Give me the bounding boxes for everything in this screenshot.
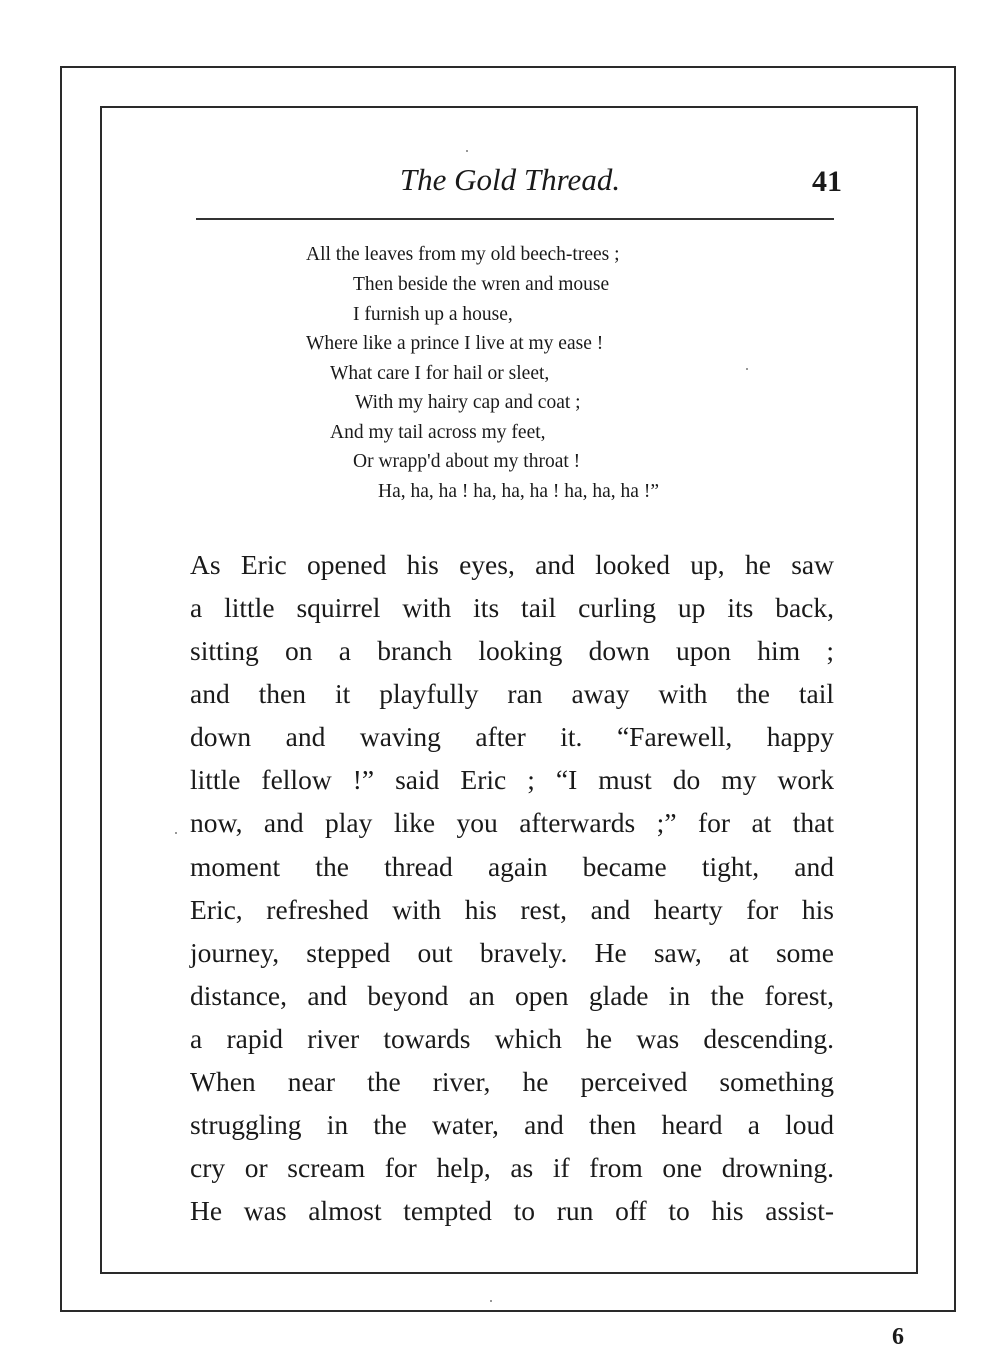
prose-line: and then it playfully ran away with the tail bbox=[190, 678, 834, 709]
prose-line: He was almost tempted to run off to his assist- bbox=[190, 1195, 834, 1226]
verse-line: Then beside the wren and mouse bbox=[353, 274, 610, 295]
page-number: 41 bbox=[812, 165, 842, 198]
prose-line: moment the thread again became tight, and bbox=[190, 851, 834, 882]
header-rule bbox=[196, 218, 834, 220]
prose-line: Eric, refreshed with his rest, and hearty for his bbox=[190, 894, 834, 925]
prose-line: little fellow !” said Eric ; “I must do my work bbox=[190, 764, 834, 795]
verse-line: Where like a prince I live at my ease ! bbox=[306, 333, 604, 354]
verse-line: Ha, ha, ha ! ha, ha, ha ! ha, ha, ha !” bbox=[378, 481, 659, 502]
print-speck bbox=[746, 368, 748, 370]
prose-line: a little squirrel with its tail curling up its back, bbox=[190, 592, 834, 623]
prose-line: down and waving after it. “Farewell, happy bbox=[190, 721, 834, 752]
prose-line: cry or scream for help, as if from one drowning. bbox=[190, 1152, 834, 1183]
verse-line: All the leaves from my old beech-trees ; bbox=[306, 244, 620, 265]
prose-line: a rapid river towards which he was descending. bbox=[190, 1023, 834, 1054]
verse-line: And my tail across my feet, bbox=[330, 422, 546, 443]
print-speck bbox=[175, 832, 177, 834]
prose-line: journey, stepped out bravely. He saw, at some bbox=[190, 937, 834, 968]
signature-mark: 6 bbox=[892, 1324, 904, 1350]
print-speck bbox=[490, 1300, 492, 1302]
verse-line: With my hairy cap and coat ; bbox=[355, 392, 581, 413]
prose-line: As Eric opened his eyes, and looked up, he saw bbox=[190, 549, 834, 580]
prose-line: distance, and beyond an open glade in the forest, bbox=[190, 980, 834, 1011]
print-speck bbox=[466, 150, 468, 152]
prose-line: When near the river, he perceived something bbox=[190, 1066, 834, 1097]
verse-line: Or wrapp'd about my throat ! bbox=[353, 451, 581, 472]
verse-line: I furnish up a house, bbox=[353, 304, 513, 325]
prose-line: now, and play like you afterwards ;” for at that bbox=[190, 807, 834, 838]
verse-line: What care I for hail or sleet, bbox=[330, 363, 550, 384]
prose-line: struggling in the water, and then heard a loud bbox=[190, 1109, 834, 1140]
prose-line: sitting on a branch looking down upon him ; bbox=[190, 635, 834, 666]
running-title: The Gold Thread. bbox=[399, 162, 621, 197]
